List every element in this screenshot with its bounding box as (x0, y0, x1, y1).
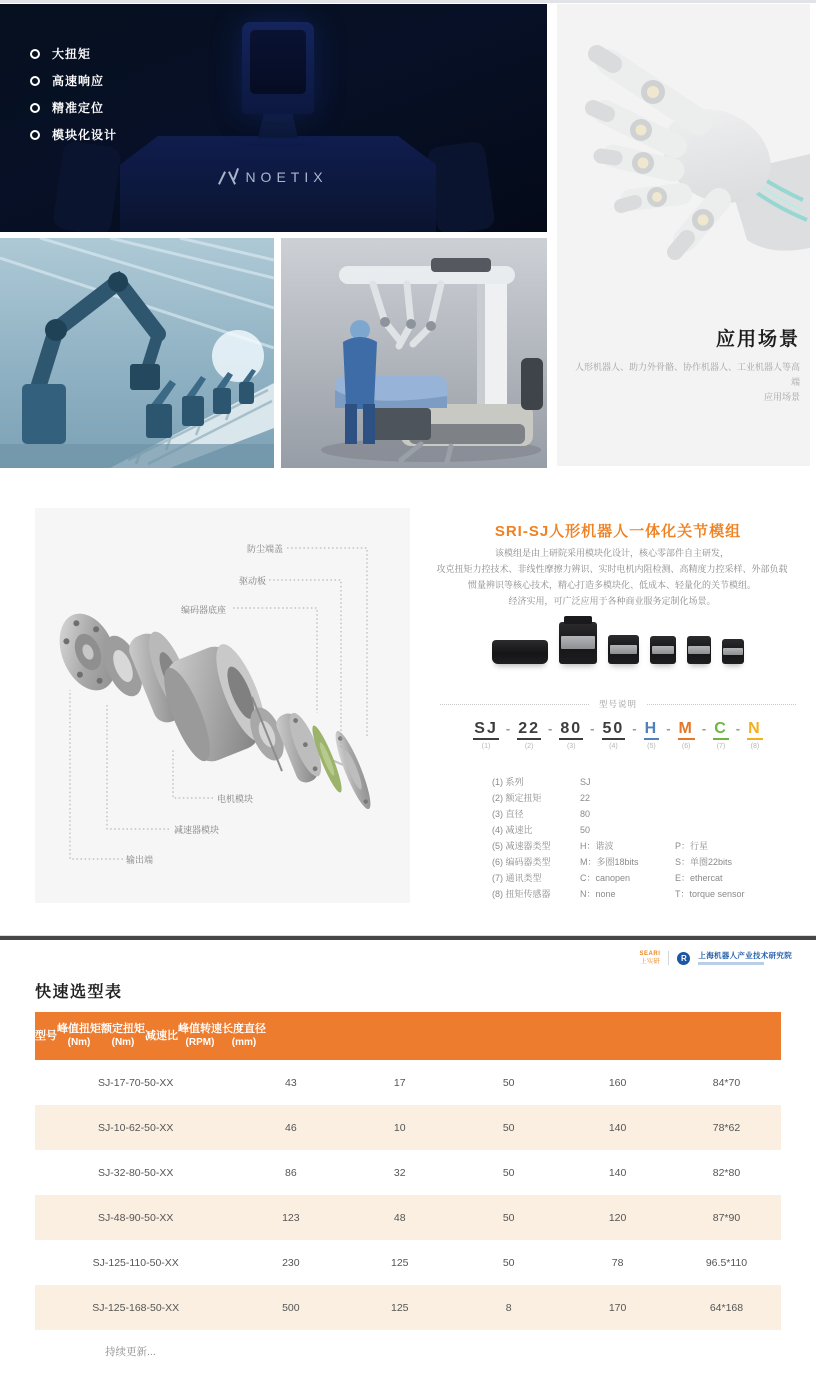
code-separator: - (505, 721, 511, 736)
spec-row (440, 826, 810, 835)
column-title: 峰值扭矩 (57, 1023, 101, 1035)
selection-table (35, 1012, 781, 1330)
module-description-line: 惯量辨识等核心技术，精心打造多模块化、低成本、轻量化的关节模组。 (467, 580, 756, 590)
feature-label: 精准定位 (52, 101, 105, 115)
code-index: (2) (524, 743, 534, 750)
label-encoder-base: 编码器底座 (181, 605, 227, 615)
model-code-segment (659, 720, 695, 750)
cell-model: SJ-125-168-50-XX (92, 1301, 180, 1314)
model-explain-divider (440, 698, 796, 710)
cell-speed: 78 (611, 1256, 624, 1269)
spec-value-2: T：torque sensor (675, 889, 745, 899)
spec-label: (2) 额定扭矩 (492, 793, 542, 803)
spec-label: (8) 扭矩传感器 (492, 889, 551, 899)
spec-value-2 (675, 826, 810, 835)
column-title: 额定扭矩 (101, 1023, 145, 1035)
module-photo-4 (650, 636, 676, 664)
spec-value-2: S：单圈22bits (675, 857, 733, 867)
model-code-segment (473, 720, 499, 750)
table-column-header (101, 1012, 145, 1060)
model-code-segment (583, 720, 625, 750)
spec-value-2 (675, 810, 810, 819)
institute-logo-text: 上海机器人产业技术研究院 (698, 951, 792, 960)
model-code-segment (541, 720, 583, 750)
spec-row (440, 810, 810, 819)
table-row (35, 1240, 781, 1285)
spec-value-1: H：谐波 (580, 841, 614, 851)
column-title: 峰值转速 (178, 1023, 222, 1035)
cell-model: SJ-48-90-50-XX (98, 1211, 174, 1224)
exploded-joint-module-illustration (35, 508, 410, 903)
cell-ratio: 50 (502, 1211, 515, 1224)
cell-size: 96.5*110 (705, 1256, 748, 1269)
table-row (35, 1195, 781, 1240)
feature-list (30, 40, 117, 148)
feature-label: 模块化设计 (52, 128, 118, 142)
code-index: (5) (647, 743, 656, 750)
spec-row (440, 890, 810, 899)
noetix-logo-mark-icon (219, 170, 237, 185)
code-separator: - (701, 721, 707, 736)
label-dust-cover: 防尘端盖 (247, 544, 284, 554)
code-separator: - (548, 721, 553, 736)
cell-rated-torque: 10 (393, 1121, 406, 1134)
noetix-logo (0, 169, 547, 190)
model-code-segment (729, 720, 763, 750)
exploded-view-card (35, 508, 410, 903)
model-code (440, 720, 796, 750)
selection-table-body (35, 1060, 781, 1330)
model-code-segment (695, 720, 729, 750)
applications-panel (557, 4, 810, 466)
code-text: M (678, 720, 695, 740)
cell-speed: 170 (608, 1301, 627, 1314)
code-text: N (747, 720, 763, 740)
product-lineup (420, 612, 816, 664)
spec-row (440, 842, 810, 851)
module-photo-5 (687, 636, 711, 664)
cell-model: SJ-17-70-50-XX (98, 1076, 174, 1089)
code-index: (7) (716, 743, 726, 750)
cell-rated-torque: 125 (391, 1256, 409, 1269)
spec-value-1: C：canopen (580, 873, 631, 883)
applications-caption-line2: 应用场景 (763, 392, 800, 402)
robot-neck (258, 112, 298, 138)
code-text: 22 (517, 720, 541, 740)
spec-label: (7) 通讯类型 (492, 873, 542, 883)
feature-item (30, 67, 117, 94)
seari-logo-text: SEARI (639, 950, 661, 957)
spec-row (440, 858, 810, 867)
module-description-line: 经济实用，可广泛应用于各种商业服务定制化场景。 (508, 596, 716, 606)
column-unit: (Nm) (111, 1037, 135, 1048)
module-photo-2 (559, 622, 597, 664)
label-reducer-module: 减速器模块 (174, 825, 220, 835)
code-index: (4) (609, 743, 618, 750)
cell-speed: 160 (608, 1076, 627, 1089)
cell-rated-torque: 32 (393, 1166, 406, 1179)
cell-size: 82*80 (712, 1166, 741, 1179)
selection-table-title: 快速选型表 (35, 984, 123, 1001)
label-motor-module: 电机模块 (217, 794, 254, 804)
dotted-line-right (647, 704, 796, 705)
spec-label: (5) 减速器类型 (492, 841, 551, 851)
circle-bullet-icon (30, 76, 40, 86)
cell-ratio: 8 (505, 1301, 512, 1314)
code-index: (8) (750, 743, 760, 750)
model-spec-list (440, 778, 810, 906)
code-text: SJ (473, 720, 499, 740)
column-title: 长度直径 (222, 1023, 266, 1035)
module-photo-1 (492, 640, 548, 664)
seari-logo-subtext: 上实研 (640, 957, 660, 965)
module-description-line: 攻克扭矩力控技术、非线性摩擦力辨识、实时电机内阻检测、高精度力控采样、外部负载 (436, 564, 788, 574)
feature-item (30, 121, 117, 148)
circle-bullet-icon (30, 103, 40, 113)
spec-value-1: SJ (580, 777, 591, 787)
cell-size: 64*168 (709, 1301, 744, 1314)
model-code-segment (625, 720, 659, 750)
cell-rated-torque: 17 (393, 1076, 406, 1089)
cell-ratio: 50 (502, 1076, 515, 1089)
cell-ratio: 50 (502, 1121, 515, 1134)
applications-caption (570, 360, 800, 405)
spec-value-1: M：多圈18bits (580, 857, 639, 867)
column-unit: (mm) (231, 1037, 257, 1048)
spec-value-1: 50 (580, 825, 591, 835)
hero-image (0, 4, 547, 232)
code-text: 80 (559, 720, 583, 740)
module-description (408, 545, 816, 609)
table-column-header (57, 1012, 101, 1060)
cell-rated-torque: 125 (391, 1301, 409, 1314)
table-column-header (222, 1012, 266, 1060)
institute-logo-english-line (698, 962, 764, 965)
update-note: 持续更新... (105, 1346, 156, 1358)
section-divider-line (0, 935, 816, 940)
code-separator: - (590, 721, 595, 736)
column-unit: (Nm) (67, 1037, 91, 1048)
column-unit: (RPM) (185, 1037, 215, 1048)
table-column-header (145, 1012, 178, 1060)
cell-ratio: 50 (502, 1256, 515, 1269)
robot-head (242, 22, 314, 114)
model-code-segment (499, 720, 541, 750)
code-separator: - (632, 721, 637, 736)
dotted-line-left (440, 704, 589, 705)
table-row (35, 1150, 781, 1195)
module-title: SRI-SJ人形机器人一体化关节模组 (494, 523, 742, 540)
spec-value-1: 22 (580, 793, 591, 803)
label-drive-board: 驱动板 (239, 576, 267, 586)
cell-rated-torque: 48 (393, 1211, 406, 1224)
spec-label: (1) 系列 (492, 777, 524, 787)
cell-ratio: 50 (502, 1166, 515, 1179)
spec-row (440, 794, 810, 803)
code-text: C (713, 720, 729, 740)
robotic-hand-image (557, 4, 810, 334)
table-row (35, 1060, 781, 1105)
code-separator: - (735, 721, 741, 736)
partner-logos (640, 947, 792, 969)
feature-item (30, 94, 117, 121)
column-title: 减速比 (145, 1030, 178, 1042)
code-index: (3) (566, 743, 576, 750)
code-index: (6) (681, 743, 691, 750)
spec-value-1: 80 (580, 809, 591, 819)
institute-logo-icon: R (677, 952, 690, 965)
feature-label: 大扭矩 (52, 47, 92, 61)
spec-value-2 (675, 778, 810, 787)
spec-value-2 (675, 794, 810, 803)
table-column-header (35, 1012, 57, 1060)
logo-divider (668, 951, 669, 965)
feature-label: 高速响应 (52, 74, 105, 88)
spec-value-2: E：ethercat (675, 873, 723, 883)
applications-caption-line1: 人形机器人、助力外骨骼、协作机器人、工业机器人等高端 (574, 362, 800, 387)
institute-logo (698, 951, 792, 965)
cell-model: SJ-32-80-50-XX (98, 1166, 174, 1179)
feature-item (30, 40, 117, 67)
cell-peak-torque: 123 (282, 1211, 300, 1224)
model-explain-title: 型号说明 (599, 699, 638, 709)
cell-size: 78*62 (712, 1121, 741, 1134)
surgical-robot-illustration (281, 238, 547, 468)
spec-label: (4) 减速比 (492, 825, 533, 835)
industrial-robots-image (0, 238, 274, 468)
noetix-logo-text: NOETIX (245, 169, 328, 185)
code-text: 50 (602, 720, 626, 740)
table-column-header (178, 1012, 222, 1060)
code-index: (1) (481, 743, 491, 750)
cell-peak-torque: 500 (282, 1301, 300, 1314)
page-top-edge (0, 0, 816, 3)
seari-logo (640, 951, 661, 966)
cell-peak-torque: 43 (285, 1076, 297, 1089)
cell-peak-torque: 230 (282, 1256, 300, 1269)
surgical-robot-image (281, 238, 547, 468)
industrial-robots-illustration (0, 238, 274, 468)
selection-table-header (35, 1012, 781, 1060)
spec-row (440, 778, 810, 787)
code-text: H (644, 720, 660, 740)
spec-value-2: P：行星 (675, 841, 709, 851)
module-photo-6 (722, 639, 744, 664)
cell-speed: 120 (608, 1211, 627, 1224)
cell-size: 84*70 (712, 1076, 741, 1089)
spec-label: (3) 直径 (492, 809, 524, 819)
module-photo-3 (608, 635, 639, 664)
label-output-end: 输出端 (126, 855, 154, 865)
circle-bullet-icon (30, 130, 40, 140)
spec-value-1: N：none (580, 889, 616, 899)
circle-bullet-icon (30, 49, 40, 59)
cell-model: SJ-10-62-50-XX (98, 1121, 174, 1134)
module-description-line: 该模组是由上研院采用模块化设计，核心零部件自主研发， (494, 548, 729, 558)
cell-speed: 140 (608, 1166, 627, 1179)
column-title: 型号 (35, 1030, 57, 1042)
cell-size: 87*90 (712, 1211, 741, 1224)
code-separator: - (666, 721, 671, 736)
spec-row (440, 874, 810, 883)
table-row (35, 1105, 781, 1150)
table-row (35, 1285, 781, 1330)
cell-peak-torque: 86 (285, 1166, 297, 1179)
applications-title: 应用场景 (715, 329, 800, 350)
cell-peak-torque: 46 (285, 1121, 297, 1134)
spec-label: (6) 编码器类型 (492, 857, 551, 867)
cell-speed: 140 (608, 1121, 627, 1134)
cell-model: SJ-125-110-50-XX (92, 1256, 179, 1269)
